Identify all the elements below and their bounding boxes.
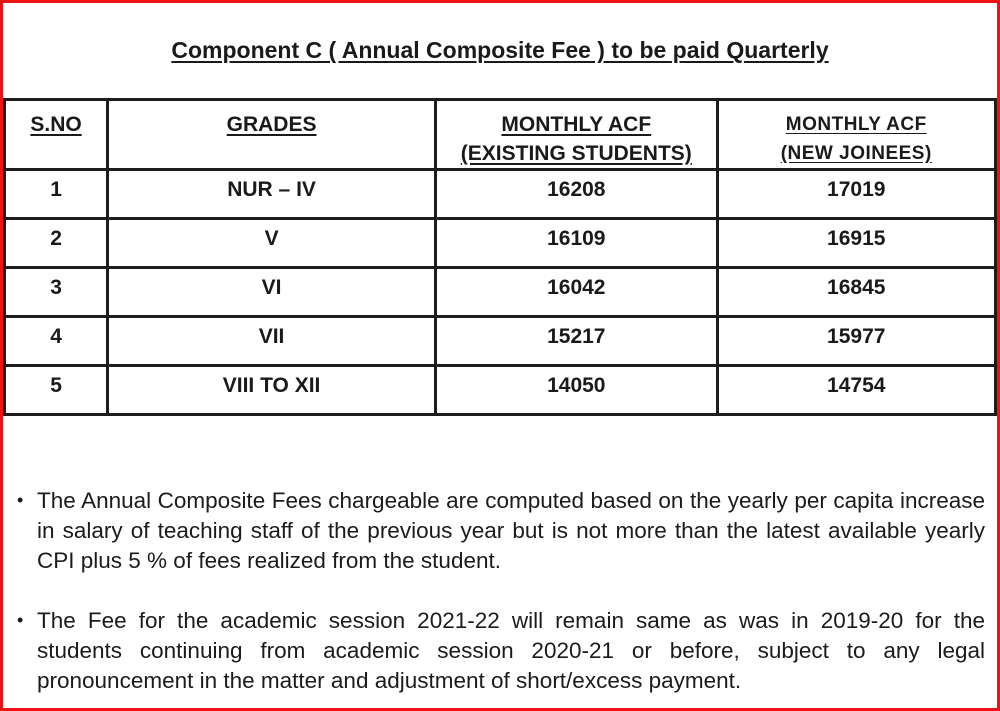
col-header-grades <box>108 100 436 170</box>
title-block <box>3 3 997 98</box>
cell-acf-existing: 15217 <box>436 317 717 366</box>
note-text: The Fee for the academic session 2021-22 will remain same as was in 2019-20 for the students continuing from academic session 2020-21 or before, subject to any legal pronouncement in the matter and adjustment of short/excess payment. <box>37 608 985 693</box>
col-header-new-line1: MONTHLY ACF <box>785 114 927 135</box>
header-row <box>5 100 996 170</box>
cell-acf-new: 16845 <box>717 268 995 317</box>
cell-acf-existing: 16109 <box>436 219 717 268</box>
page-title: Component C ( Annual Composite Fee ) to be paid Quarterly <box>171 37 829 63</box>
col-header-existing-line1: MONTHLY ACF <box>501 113 652 136</box>
bullet-icon: • <box>17 610 24 630</box>
fee-table <box>3 98 997 416</box>
col-header-monthly-acf-existing <box>436 100 717 170</box>
col-header-existing-line2: (EXISTING STUDENTS) <box>460 142 692 165</box>
cell-acf-new: 17019 <box>717 170 995 219</box>
table-row <box>5 317 996 366</box>
cell-sno: 3 <box>5 268 108 317</box>
cell-grade: VI <box>108 268 436 317</box>
fee-table-header <box>5 100 996 170</box>
table-row <box>5 219 996 268</box>
notes-section <box>17 486 985 696</box>
col-header-sno <box>5 100 108 170</box>
table-row <box>5 268 996 317</box>
cell-sno: 5 <box>5 366 108 415</box>
cell-acf-new: 15977 <box>717 317 995 366</box>
cell-sno: 1 <box>5 170 108 219</box>
note-text: The Annual Composite Fees chargeable are computed based on the yearly per capita increase in salary of teaching staff of the previous year but is not more than the latest available yearly CPI plus 5 % of fees realized from the student. <box>37 488 985 573</box>
cell-sno: 4 <box>5 317 108 366</box>
bullet-icon: • <box>17 490 24 510</box>
cell-acf-existing: 16042 <box>436 268 717 317</box>
note-annual-composite-fees <box>17 486 985 576</box>
cell-sno: 2 <box>5 219 108 268</box>
cell-acf-existing: 16208 <box>436 170 717 219</box>
cell-grade: VII <box>108 317 436 366</box>
col-header-grades-label: GRADES <box>226 113 317 136</box>
cell-acf-existing: 14050 <box>436 366 717 415</box>
cell-acf-new: 16915 <box>717 219 995 268</box>
note-fee-session <box>17 606 985 696</box>
table-row <box>5 170 996 219</box>
cell-grade: V <box>108 219 436 268</box>
col-header-sno-label: S.NO <box>30 113 82 136</box>
col-header-new-line2: (NEW JOINEES) <box>780 143 932 164</box>
cell-acf-new: 14754 <box>717 366 995 415</box>
col-header-monthly-acf-new <box>717 100 995 170</box>
cell-grade: NUR – IV <box>108 170 436 219</box>
cell-grade: VIII TO XII <box>108 366 436 415</box>
fee-table-body <box>5 170 996 415</box>
table-row <box>5 366 996 415</box>
